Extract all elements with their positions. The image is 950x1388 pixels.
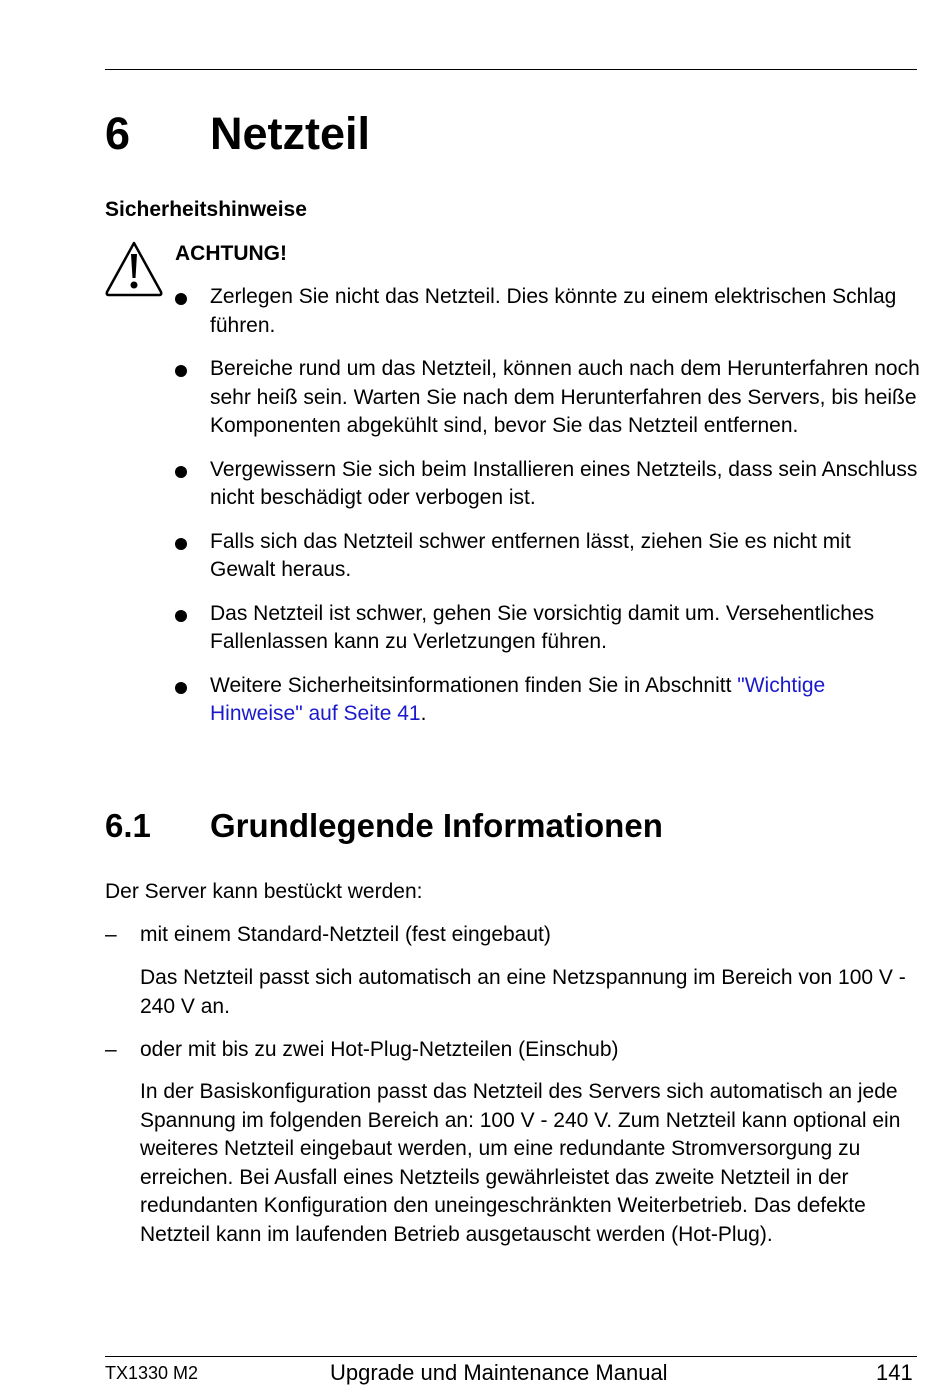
header-rule (105, 69, 917, 70)
safety-bullet-text: Falls sich das Netzteil schwer entfernen lässt, ziehen Sie es nicht mit Gewalt heraus. (210, 529, 851, 581)
dash-marker: – (105, 1038, 117, 1061)
safety-bullet (175, 456, 920, 513)
safety-bullet (175, 528, 920, 585)
safety-bullet-text: Vergewissern Sie sich beim Installieren eines Netzteils, dass sein Anschluss nicht beschädigt oder verbogen ist. (210, 457, 918, 509)
safety-bullet-text: Das Netzteil ist schwer, gehen Sie vorsichtig damit um. Versehentliches Fallenlassen kann zu Verletzungen führen. (210, 601, 875, 653)
chapter-title (105, 108, 370, 160)
safety-bullet (175, 672, 920, 729)
section-title-text: Grundlegende Informationen (210, 807, 663, 844)
option-text: mit einem Standard-Netzteil (fest eingebaut) (140, 923, 551, 946)
safety-bullet (175, 283, 920, 340)
safety-bullet-list (175, 283, 920, 744)
dash-marker: – (105, 923, 117, 946)
bullet-icon (175, 682, 187, 694)
safety-bullet (175, 600, 920, 657)
footer-model: TX1330 M2 (105, 1363, 199, 1383)
chapter-title-text: Netzteil (210, 108, 371, 159)
warning-triangle-icon (104, 240, 164, 298)
section-title (105, 804, 663, 848)
bullet-icon (175, 365, 187, 377)
important-notes-link[interactable]: "Wichtige Hinweise" auf Seite 41 (210, 673, 826, 725)
footer-manual-title: Upgrade und Maintenance Manual (330, 1360, 668, 1385)
safety-bullet-text: Zerlegen Sie nicht das Netzteil. Dies könnte zu einem elektrischen Schlag führen. (210, 285, 897, 337)
bullet-icon (175, 538, 187, 550)
safety-bullet-suffix: . (420, 702, 427, 725)
footer-rule (105, 1356, 917, 1357)
bullet-icon (175, 293, 187, 305)
section-number: 6.1 (105, 807, 151, 844)
page-number: 141 (876, 1360, 913, 1385)
bullet-icon (175, 466, 187, 478)
bullet-icon (175, 610, 187, 622)
warning-label: ACHTUNG! (175, 242, 287, 265)
section-intro: Der Server kann bestückt werden: (105, 880, 423, 903)
safety-bullet-text: Bereiche rund um das Netzteil, können auch nach dem Herunterfahren noch sehr heiß sein. Warten Sie nach dem Herunterfahren des Servers, bis heiße Komponenten abgekühlt sind, bevor Sie das Netzteil entfernen. (210, 357, 920, 437)
option-hotplug-psu (105, 1036, 619, 1065)
safety-bullet-prefix: Weitere Sicherheitsinformationen finden Sie in Abschnitt (210, 673, 738, 697)
safety-heading: Sicherheitshinweise (105, 198, 307, 221)
option-standard-psu (105, 921, 551, 950)
option-text: oder mit bis zu zwei Hot-Plug-Netzteilen (Einschub) (140, 1038, 619, 1061)
safety-bullet (175, 355, 920, 441)
option-hotplug-detail: In der Basiskonfiguration passt das Netzteil des Servers sich automatisch an jede Spannung im folgenden Bereich an: 100 V - 240 V. Zum Netzteil kann optional ein weiteres Netzteil eingebaut werden, um eine redundante Stromversorgung zu erreichen. Bei Ausfall eines Netzteils gewährleistet das zweite Netzteil in der redundanten Konfiguration den uneingeschränkten Weiterbetrieb. Das defekte Netzteil kann im laufenden Betrieb ausgetauscht werden (Hot-Plug). (140, 1080, 901, 1246)
option-standard-detail: Das Netzteil passt sich automatisch an eine Netzspannung im Bereich von 100 V - 240 V an. (140, 966, 906, 1018)
chapter-number: 6 (105, 108, 131, 159)
